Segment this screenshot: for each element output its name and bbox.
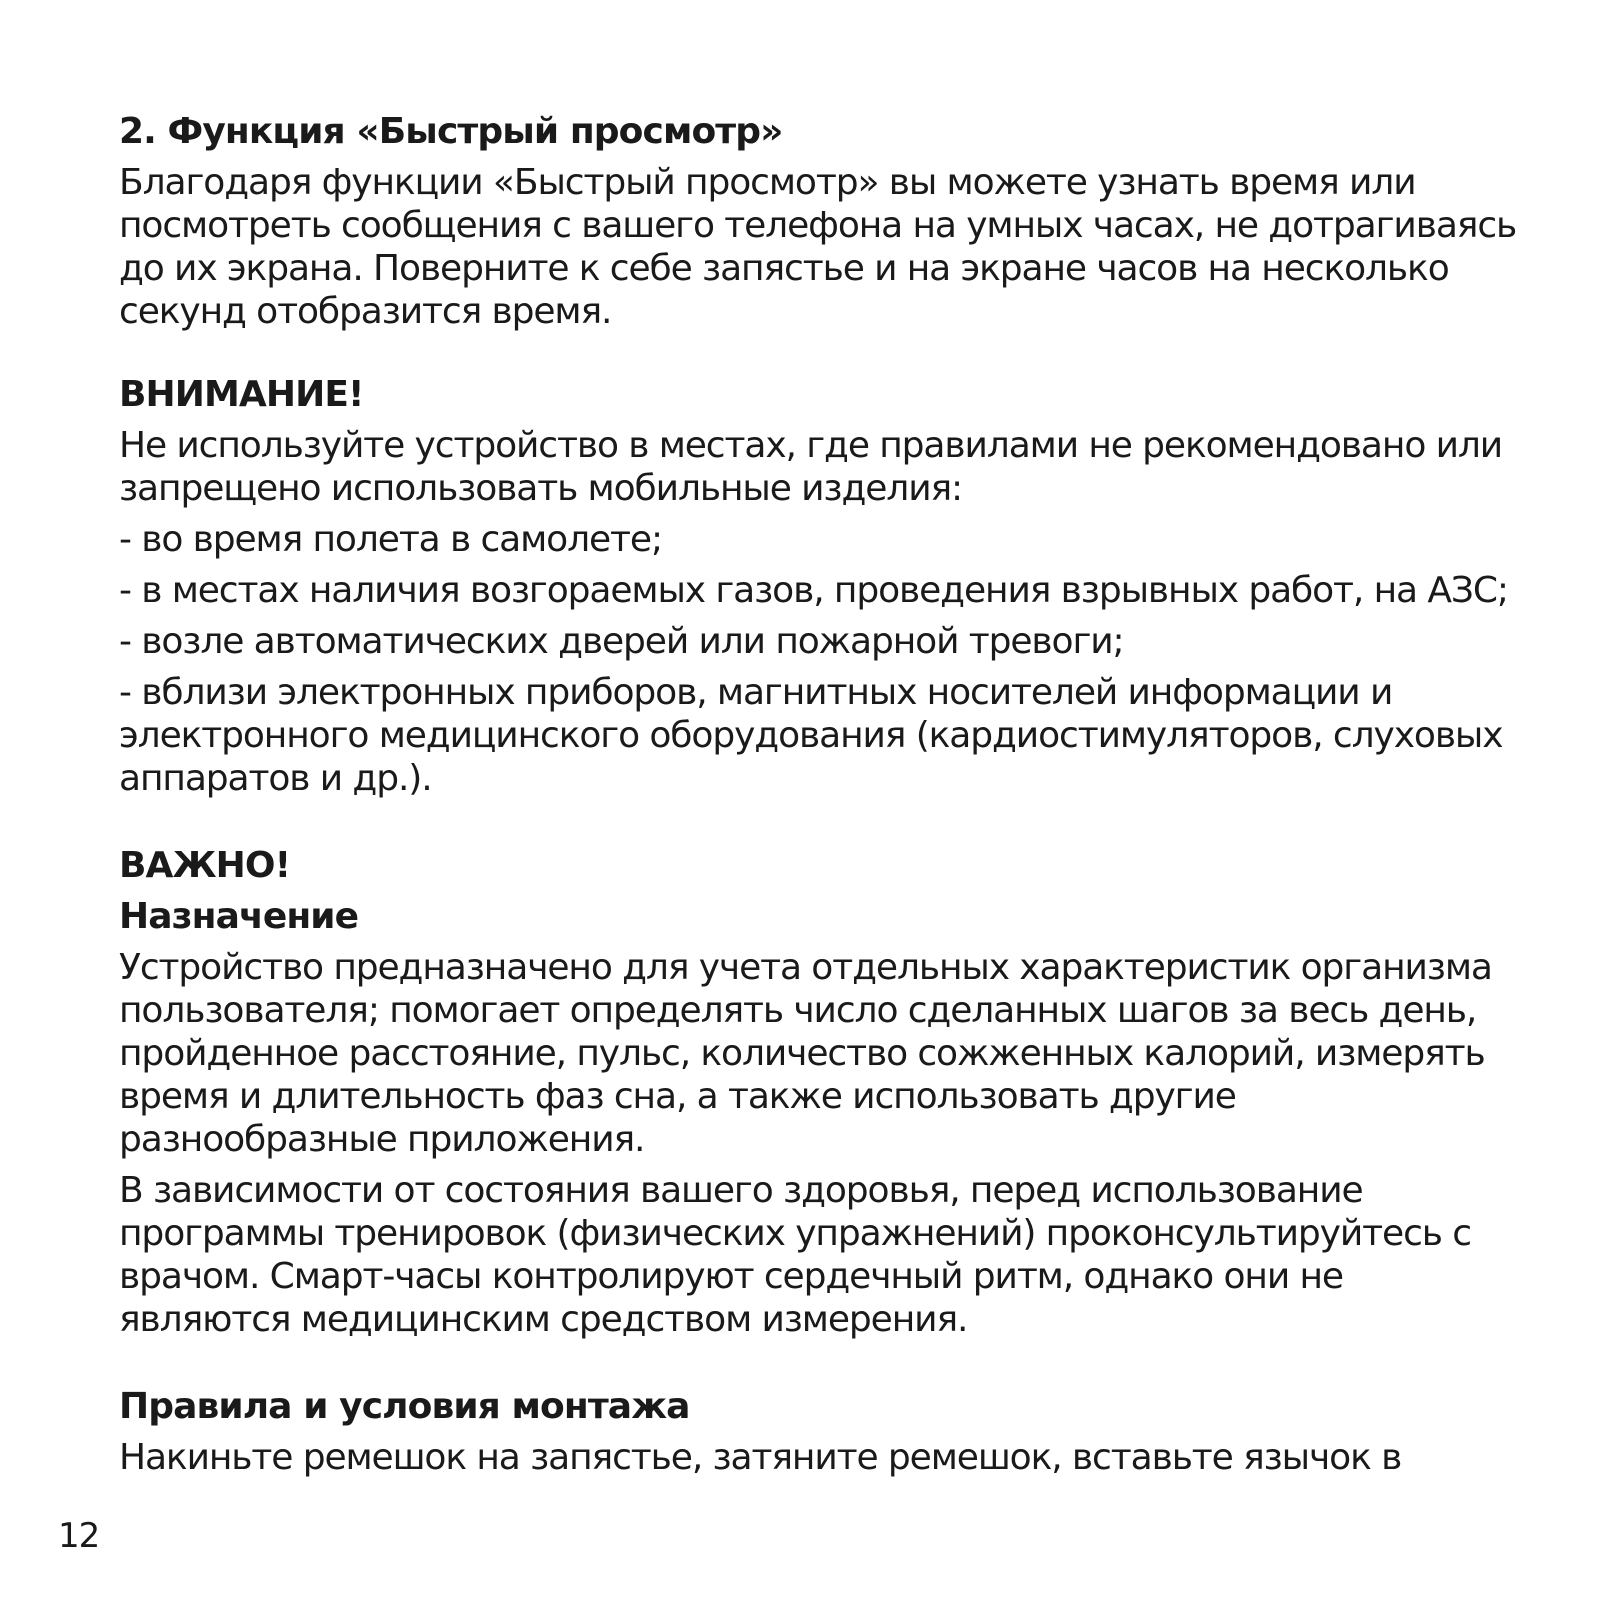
- page-number: 12: [58, 1516, 100, 1556]
- subheading-purpose: Назначение: [119, 896, 359, 937]
- paragraph-line: пользователя; помогает определять число сделанных шагов за весь день,: [119, 990, 1477, 1031]
- list-item-line: - возле автоматических дверей или пожарной тревоги;: [119, 621, 1124, 662]
- paragraph-line: Благодаря функции «Быстрый просмотр» вы можете узнать время или: [119, 162, 1416, 203]
- manual-page-content: [119, 110, 1519, 1479]
- quick-view-paragraph: [119, 161, 1519, 333]
- list-item-line: аппаратов и др.).: [119, 758, 432, 799]
- list-item-line: электронного медицинского оборудования (кардиостимуляторов, слуховых: [119, 715, 1503, 756]
- warning-list-item: [119, 671, 1519, 800]
- section-heading-warning: ВНИМАНИЕ!: [119, 374, 364, 415]
- warning-list-item: [119, 620, 1519, 663]
- list-item-line: - вблизи электронных приборов, магнитных носителей информации и: [119, 672, 1393, 713]
- section-heading-important: ВАЖНО!: [119, 845, 291, 886]
- paragraph-line: до их экрана. Поверните к себе запястье и на экране часов на несколько: [119, 248, 1449, 289]
- warning-list-item: [119, 518, 1519, 561]
- paragraph-line: разнообразные приложения.: [119, 1119, 645, 1160]
- paragraph-line: Устройство предназначено для учета отдельных характеристик организма: [119, 947, 1492, 988]
- mounting-paragraph: [119, 1436, 1519, 1479]
- purpose-paragraph: [119, 946, 1519, 1161]
- health-notice-paragraph: [119, 1169, 1519, 1341]
- paragraph-line: В зависимости от состояния вашего здоровья, перед использование: [119, 1170, 1363, 1211]
- paragraph-line: время и длительность фаз сна, а также использовать другие: [119, 1076, 1236, 1117]
- paragraph-line: секунд отобразится время.: [119, 291, 612, 332]
- warning-intro-paragraph: [119, 424, 1519, 510]
- section-heading-quick-view: 2. Функция «Быстрый просмотр»: [119, 111, 783, 152]
- paragraph-line: посмотреть сообщения с вашего телефона на умных часах, не дотрагиваясь: [119, 205, 1517, 246]
- list-item-line: - в местах наличия возгораемых газов, проведения взрывных работ, на АЗС;: [119, 570, 1508, 611]
- paragraph-line: пройденное расстояние, пульс, количество сожженных калорий, измерять: [119, 1033, 1485, 1074]
- paragraph-line: Накиньте ремешок на запястье, затяните ремешок, вставьте язычок в: [119, 1437, 1402, 1478]
- paragraph-line: Не используйте устройство в местах, где правилами не рекомендовано или: [119, 425, 1503, 466]
- paragraph-line: являются медицинским средством измерения.: [119, 1299, 968, 1340]
- paragraph-line: врачом. Смарт-часы контролируют сердечный ритм, однако они не: [119, 1256, 1343, 1297]
- warning-list-item: [119, 569, 1519, 612]
- list-item-line: - во время полета в самолете;: [119, 519, 662, 560]
- paragraph-line: программы тренировок (физических упражнений) проконсультируйтесь с: [119, 1213, 1471, 1254]
- section-heading-mounting: Правила и условия монтажа: [119, 1386, 690, 1427]
- paragraph-line: запрещено использовать мобильные изделия:: [119, 468, 963, 509]
